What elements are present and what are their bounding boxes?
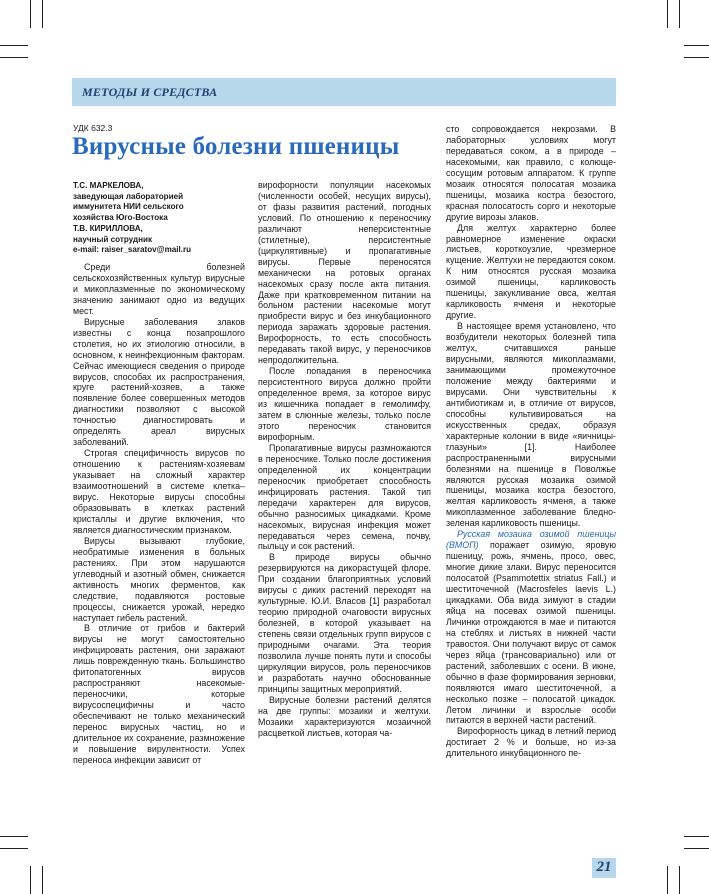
crop-mark [0,57,28,58]
author-line: хозяйства Юго-Востока [73,213,168,223]
crop-mark [679,0,680,28]
crop-mark [42,0,43,28]
crop-mark [684,836,709,837]
paragraph: Вирусные заболевания злаков известны с конца позапрошлого столетия, но их этиологию относили, в основном, к неинфекционным факторам. Сейчас имеющиеся сведения о природе вирусов, способах их распространения, круге растений-хозяев, а также появление более совершенных методов диагностики позволяют с высокой точностью диагностировать и определять ареал вирусных заболеваний. [73,316,245,448]
crop-mark [30,866,31,894]
paragraph: Вирусные болезни растений делятся на две группы: мозаики и желтухи. Мозаики характеризуются мозаичной расцветкой листьев, которая ча- [258,694,431,738]
crop-mark [42,866,43,894]
udk-code: УДК 632.3 [73,123,113,133]
paragraph [446,529,616,726]
crop-mark [667,0,668,28]
paragraph-text: поражает озимую, яровую пшеницу, рожь, ячмень, просо, овес, многие дикие злаки. Вирус переносится полосатой (Psammotettix striatus Fall.) и шеститочечной (Macrosfeles laevis L.) цикадками. Оба вида зимуют в стадии яйца на посевах озимой пшеницы. Личинки отрождаются в мае и питаются на стеблях и листьях в нижней части травостоя. Они получают вирус от самок через яйца (трансовариально) или от растений, заболевших с осени. В июне, обычно в фазе формирования зерновки, появляются имаго шеститочечной, а несколько позже – полосатой цикадок. Летом личинки и взрослые особи питаются в верхней части растений. [446,540,616,726]
disease-heading: Русская мозаика озимой пшеницы (ВМОП) [446,529,616,551]
paragraph: После попадания в переносчика персистентного вируса должно пройти определенное время, за которое вирус из кишечника попадает в гемолимфу, затем в слюнные железы, только после этого переносчик становится вирофорным. [258,366,431,442]
crop-mark [679,866,680,894]
author-line: Т.В. КИРИЛЛОВА, [73,223,143,233]
paragraph: Пропагативные вирусы размножаются в переносчике. Только после достижения определенной их концентрации переносчик приобретает способность инфицировать растения. Такой тип передачи характерен для вирусов, обычно разносимых цикадками. Кроме насекомых, вирусная инфекция может передаваться через семена, почву, пыльцу и сок растений. [258,442,431,552]
crop-mark [684,848,709,849]
text-column-2 [258,180,431,739]
text-column-3 [446,124,616,759]
crop-mark [684,57,709,58]
author-email: e-mail: raiser_saratov@mail.ru [73,245,192,255]
text-column-1 [73,262,245,766]
rubric-label: МЕТОДЫ И СРЕДСТВА [82,85,218,99]
author-line: научный сотрудник [73,234,153,244]
author-block [73,181,243,256]
paragraph: сто сопровождается некрозами. В лабораторных условиях могут передаваться соком, а в природе – насекомыми, как правило, с колюще-сосущим ротовым аппаратом. К группе мозаик относятся полосатая мозаика пшеницы, мозаика костра безостого, красная полосатость сорго и некоторые другие вирозы злаков. [446,124,616,222]
author-line: иммунитета НИИ сельского [73,202,184,212]
paragraph: В природе вирусы обычно резервируются на дикорастущей флоре. При создании благоприятных условий вирусы с диких растений переходят на культурные. Ю.И. Власов [1] разработал теорию природной очаговости вирусных болезней, в которой указывает на степень связи отдельных групп вирусов с природными очагами. Эта теория позволила лучше понять пути и способы циркуляции вирусов, роль переносчиков и разработать научно обоснованные принципы защитных мероприятий. [258,552,431,694]
paragraph: вирофорности популяции насекомых (численности особей, несущих вирусы), от фазы развития растений, погодных условий. По отношению к переносчику различают неперсистентные (стилетные), персистентные (циркулятивные) и пропагативные вирусы. Первые переносятся механически на ротовых органах насекомых сразу после акта питания. Даже при кратковременном питании на больном растении насекомые могут приобрести вирус и без инкубационного периода заражать здоровые растения. Вирофорность, то есть способность передавать такой вирус, у переносчиков непродолжительна. [258,180,431,366]
crop-mark [667,866,668,894]
section-rubric [72,78,616,106]
crop-mark [684,45,709,46]
paragraph: Вирофорность цикад в летний период достигает 2 % и больше, но из-за длительного инкубационного пе- [446,726,616,759]
paragraph: В настоящее время установлено, что возбудители некоторых болезней типа желтух, считавшихся раньше вирусными, являются микоплазмами, занимающими промежуточное положение между бактериями и вирусами. Они чувствительны к антибиотикам и, в отличие от вирусов, способны культивироваться на искусственных средах, образуя характерные колонии в виде «яичницы-глазуньи» [1]. Наиболее распространенными вирусными болезнями на пшенице в Поволжье являются русская мозаика озимой пшеницы, мозаика костра безостого, желтая карликовость ячменя, а также микоплазменное заболевание бледно-зеленая карликовость пшеницы. [446,321,616,529]
crop-mark [0,848,28,849]
paragraph: Строгая специфичность вирусов по отношению к растениям-хозяевам указывает на сложный характер взаимоотношений в системе клетка–вирус. Некоторые вирусы способны образовывать в клетках растений кристаллы и другие включения, что является диагностическим признаком. [73,448,245,535]
crop-mark [0,836,28,837]
paragraph: Среди болезней сельскохозяйственных культур вирусные и микоплазменные по экономическому значению занимают одно из ведущих мест. [73,262,245,316]
paragraph: Вирусы вызывают глубокие, необратимые изменения в больных растениях. При этом нарушаются углеводный и азотный обмен, снижается активность многих ферментов, как следствие, подавляются ростовые процессы, снижается урожай, нередко наступает гибель растений. [73,535,245,623]
page-number-box [592,858,616,878]
author-line: Т.С. МАРКЕЛОВА, [73,181,144,190]
article-title: Вирусные болезни пшеницы [72,133,400,160]
paragraph: В отличие от грибов и бактерий вирусы не могут самостоятельно инфицировать растения, они заражают лишь поврежденную ткань. Большинство фитопатогенных вирусов распространяют насекомые-переносчики, которые вирусоспецифичны и часто обеспечивают не только механический перенос вирусных частиц, но и длительное их сохранение, размножение и повышение вирулентности. Успех переноса инфекции зависит от [73,623,245,765]
page-number: 21 [596,859,612,875]
crop-mark [0,45,28,46]
author-line: заведующая лабораторией [73,191,184,201]
crop-mark [30,0,31,28]
paragraph: Для желтух характерно более равномерное изменение окраски листьев, короткоузлие, чрезмерное кущение. Желтухи не передаются соком. К ним относятся русская мозаика озимой пшеницы, карликовость пшеницы, закукливание овса, желтая карликовость ячменя и некоторые другие. [446,222,616,321]
